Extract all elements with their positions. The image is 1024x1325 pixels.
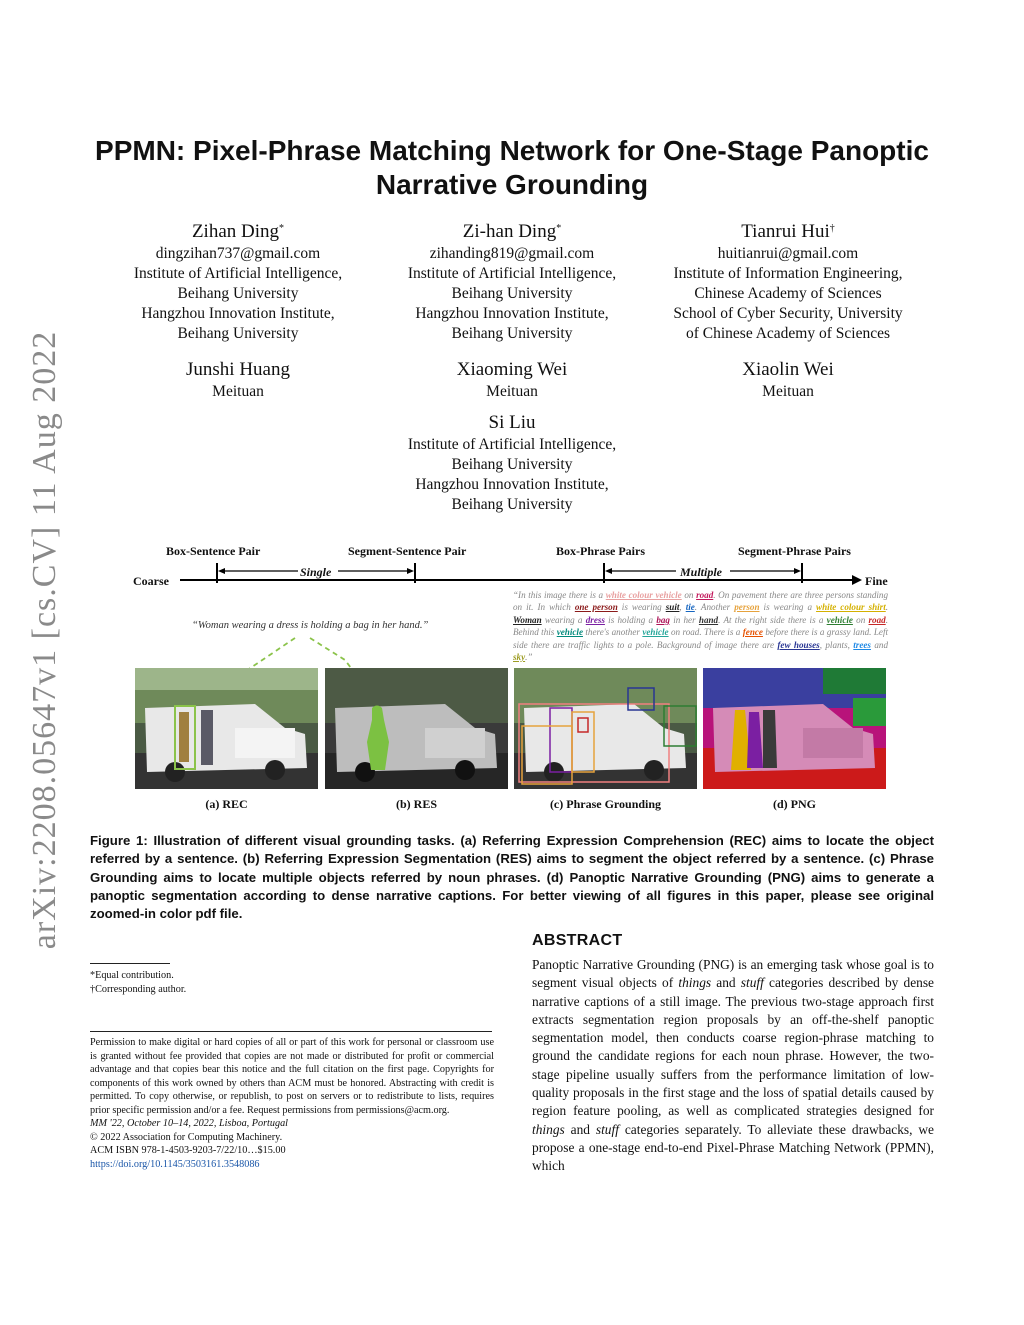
author-email[interactable]: huitianrui@gmail.com	[717, 245, 859, 262]
narrative-phrase: bag	[656, 614, 670, 625]
abstract-body	[532, 956, 934, 1176]
author-affiliation: Hangzhou Innovation Institute,	[415, 476, 609, 493]
single-label: Single	[300, 565, 332, 579]
narrative-phrase: tie	[685, 602, 695, 613]
narrative-phrase: person	[734, 602, 760, 613]
abstract-text: Panoptic Narrative Grounding (PNG) is an emerging task whose goal is to segment visual objects of	[532, 957, 934, 991]
narrative-text: on	[681, 590, 697, 600]
abstract-text: categories described by dense narrative captions of a still image. The previous two-stage approach first extracts segmentation region proposals by an off-the-shelf panoptic segmentation model, then conducts coarse region-phrase matching to ground the candidate regions for each noun phrase. However, the two-stage pipeline usually suffers from the performance limitation of low-quality proposals in the first stage and the loss of spatial details caused by region feature pooling, as well as complicated strategies designed for	[532, 975, 935, 1119]
author-affiliation: Chinese Academy of Sciences	[694, 285, 882, 302]
box-sentence-label: Box-Sentence Pair	[166, 544, 261, 558]
narrative-phrase: one person	[574, 602, 618, 613]
permission-rule	[90, 1031, 492, 1032]
figure-caption: Figure 1: Illustration of different visual grounding tasks. (a) Referring Expression Comprehension (REC) aims to locate the object referred by a sentence. (b) Referring Expression Segmentation (RES) aims to segment the object referred by a sentence. (c) Phrase Grounding aims to locate multiple objects referred by noun phrases. (d) Panoptic Narrative Grounding (PNG) aims to generate a panoptic segmentation according to dense narrative captions. For better viewing of all figures in this paper, please see original zoomed-in color pdf file.	[90, 833, 934, 922]
copyright: © 2022 Association for Computing Machinery.	[90, 1131, 283, 1143]
narrative-phrase: vehicle	[556, 627, 583, 638]
multiple-label: Multiple	[680, 565, 723, 579]
title-line-1: PPMN: Pixel-Phrase Matching Network for One-Stage Panoptic	[95, 135, 929, 166]
narrative-phrase: trees	[853, 639, 871, 650]
narrative-phrase: dress	[585, 614, 605, 625]
png-image	[703, 668, 886, 789]
narrative-text: there's another	[582, 627, 643, 638]
author-affiliation: of Chinese Academy of Sciences	[685, 325, 891, 342]
narrative-text: on	[852, 614, 869, 625]
narrative-text: . Another	[694, 602, 735, 613]
coarse-label: Coarse	[133, 574, 169, 588]
footnote-rule	[90, 963, 170, 964]
rec-image	[135, 668, 318, 789]
narrative-phrase: road	[696, 590, 714, 600]
panel-label-rec: (a) REC	[205, 797, 248, 811]
abstract-term: things	[532, 1121, 565, 1137]
footnotes	[90, 969, 494, 996]
footnote-corresponding: †Corresponding author.	[90, 983, 187, 995]
permission-block	[90, 1036, 494, 1171]
title-line-2: Narrative Grounding	[375, 169, 649, 200]
narrative-phrase: fence	[742, 627, 763, 638]
narrative-text: . At the right side there is a	[718, 614, 827, 625]
corresponding-author-mark: †	[829, 223, 835, 234]
bracket-arrow	[218, 568, 225, 574]
author-name: Zihan Ding	[191, 221, 280, 242]
author-affiliation: Beihang University	[177, 285, 299, 302]
narrative-text: . On pavement there are three persons standing on it. In which	[513, 590, 888, 613]
narrative-text: . Behind this	[513, 614, 888, 638]
isbn: ACM ISBN 978-1-4503-9203-7/22/10…$15.00	[90, 1145, 286, 1156]
narrative-phrase: vehicle	[642, 627, 669, 638]
narrative-phrase: vehicle	[826, 614, 853, 625]
narrative-text: on road. There is a	[668, 627, 743, 638]
bracket-arrow	[605, 568, 612, 574]
phrase-grounding-image	[514, 668, 697, 789]
abstract-text: categories separately. To alleviate these drawbacks, we propose a one-stage end-to-end Pixel-Phrase Matching Network (PPMN), which	[532, 1121, 934, 1174]
rec-sentence: “Woman wearing a dress is holding a bag in her hand.”	[192, 620, 429, 631]
fine-label: Fine	[865, 574, 888, 588]
narrative-phrase: white colour vehicle	[605, 590, 682, 600]
box-phrase-label: Box-Phrase Pairs	[556, 544, 645, 558]
narrative-caption	[513, 589, 888, 663]
abstract-heading: ABSTRACT	[532, 932, 623, 949]
res-image	[325, 668, 508, 789]
narrative-text: is wearing a	[759, 602, 817, 613]
narrative-phrase: white colour shirt	[816, 602, 886, 613]
narrative-text: before there is a grassy land. Left side there are traffic lights to a pole. Background of image there are	[513, 627, 888, 650]
narrative-phrase: sky	[513, 652, 526, 663]
author-email[interactable]: zihanding819@gmail.com	[429, 245, 595, 262]
author-affiliation: Institute of Artificial Intelligence,	[133, 265, 343, 282]
narrative-phrase: few houses	[777, 639, 820, 650]
author-name: Tianrui Hui	[741, 221, 830, 242]
equal-contribution-mark: *	[279, 223, 285, 234]
author-name: Junshi Huang	[186, 359, 290, 380]
doi-link[interactable]: https://doi.org/10.1145/3503161.3548086	[90, 1158, 260, 1170]
bracket-arrow	[407, 568, 414, 574]
author-email[interactable]: dingzihan737@gmail.com	[155, 245, 321, 262]
panel-phrase-grounding	[514, 668, 697, 789]
timeline-arrowhead	[852, 575, 862, 585]
author-affiliation: Institute of Information Engineering,	[673, 265, 903, 282]
narrative-text: is holding a	[604, 614, 657, 625]
narrative-phrase: hand	[698, 614, 719, 625]
author-affiliation: Institute of Artificial Intelligence,	[407, 265, 617, 282]
narrative-text: is wearing	[617, 602, 666, 613]
author-affiliation: Meituan	[486, 383, 538, 400]
footnote-equal: *Equal contribution.	[90, 970, 174, 981]
panel-png	[703, 668, 886, 789]
narrative-text: .	[885, 602, 889, 613]
segment-phrase-label: Segment-Phrase Pairs	[738, 544, 851, 558]
author-name: Zi-han Ding	[462, 221, 557, 242]
abstract-term: stuff	[595, 1121, 619, 1137]
venue: MM '22, October 10–14, 2022, Lisboa, Portugal	[90, 1118, 288, 1129]
author-affiliation: Beihang University	[451, 325, 573, 342]
abstract-text: and	[564, 1121, 596, 1137]
panel-label-phrase-grounding: (c) Phrase Grounding	[549, 797, 662, 811]
narrative-text: , plants,	[819, 639, 854, 650]
arxiv-id[interactable]: arXiv:2208.05647v1 [cs.CV] 11 Aug 2022	[26, 330, 63, 950]
narrative-text: and	[870, 639, 889, 650]
panel-rec	[135, 668, 318, 789]
author-affiliation: Institute of Artificial Intelligence,	[407, 436, 617, 453]
permission-notice: Permission to make digital or hard copies of all or part of this work for personal or classroom use is granted without fee provided that copies are not made or distributed for profit or commercial advantage and that copies bear this notice and the full citation on the first page. Copyrights for components of this work owned by others than ACM must be honored. Abstracting with credit is permitted. To copy otherwise, or republish, to post on servers or to redistribute to lists, requires prior specific permission and/or a fee. Request permissions from permissions@acm.org.	[90, 1037, 494, 1116]
narrative-text: “In this image there is a	[513, 590, 606, 600]
narrative-text: wearing a	[541, 614, 586, 625]
narrative-phrase: Woman	[513, 614, 542, 625]
author-affiliation: Hangzhou Innovation Institute,	[415, 305, 609, 322]
panel-label-png: (d) PNG	[773, 797, 816, 811]
panel-label-res: (b) RES	[395, 797, 437, 811]
abstract-term: things	[678, 975, 712, 991]
abstract-text: and	[711, 975, 741, 991]
author-name: Si Liu	[488, 412, 536, 433]
abstract-term: stuff	[740, 975, 764, 991]
author-affiliation: Meituan	[212, 383, 264, 400]
author-name: Xiaolin Wei	[742, 359, 834, 380]
author-affiliation: Beihang University	[177, 325, 299, 342]
narrative-text: in her	[669, 614, 699, 625]
author-affiliation: Beihang University	[451, 496, 573, 513]
segment-sentence-label: Segment-Sentence Pair	[348, 544, 467, 558]
author-affiliation: Meituan	[762, 383, 814, 400]
author-affiliation: Beihang University	[451, 456, 573, 473]
author-affiliation: School of Cyber Security, University	[673, 305, 903, 322]
narrative-text: .”	[525, 652, 533, 663]
author-affiliation: Hangzhou Innovation Institute,	[141, 305, 335, 322]
narrative-phrase: road	[868, 614, 886, 625]
author-name: Xiaoming Wei	[456, 359, 568, 380]
bracket-arrow	[794, 568, 801, 574]
panel-res	[325, 668, 508, 789]
author-affiliation: Beihang University	[451, 285, 573, 302]
narrative-text: ,	[679, 602, 686, 613]
equal-contribution-mark: *	[556, 223, 562, 234]
narrative-phrase: suit	[665, 602, 680, 613]
